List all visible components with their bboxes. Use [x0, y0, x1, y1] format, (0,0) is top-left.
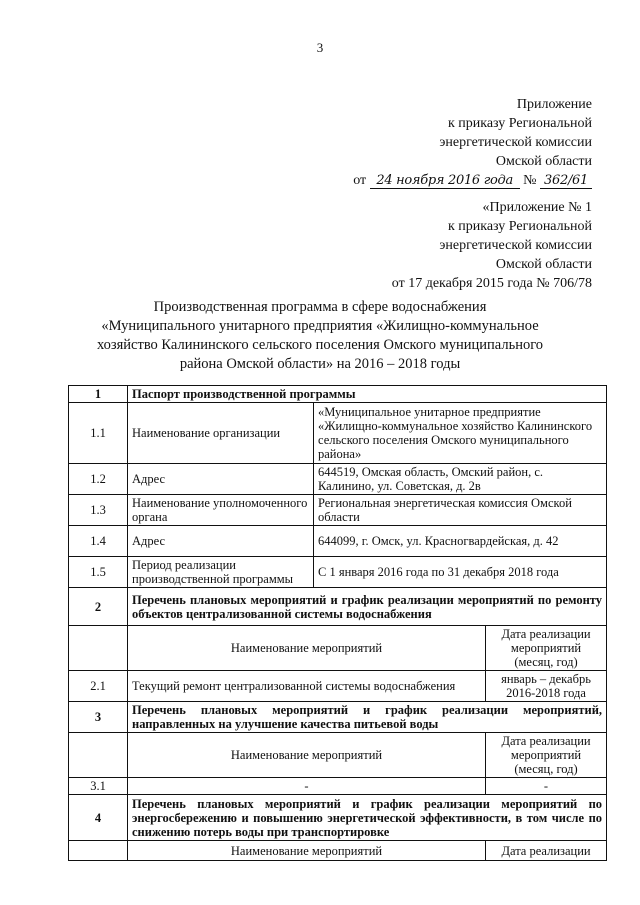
row-label: Адрес	[128, 526, 314, 557]
row-name: -	[128, 778, 486, 795]
handwritten-date: 24 ноября 2016 года	[370, 173, 520, 189]
table-row	[69, 464, 607, 495]
appendix-line-1: Приложение	[516, 97, 592, 112]
section-number: 2	[69, 588, 128, 626]
section-title: Перечень плановых мероприятий и график реализации мероприятий, направленных на улучшение качества питьевой воды	[128, 702, 607, 733]
row-number: 2.1	[69, 671, 128, 702]
row-value: 644099, г. Омск, ул. Красногвардейская, д. 42	[314, 526, 607, 557]
column-header-date: Дата реализации	[486, 841, 607, 861]
section-title: Перечень плановых мероприятий и график реализации мероприятий по ремонту объектов централизованной системы водоснабжения	[128, 588, 607, 626]
document-title	[90, 298, 550, 374]
column-header-row	[69, 733, 607, 778]
section-title: Перечень плановых мероприятий и график реализации мероприятий по энергосбережению и повышению энергетической эффективности, в том числе по снижению потерь воды при транспортировке	[128, 795, 607, 841]
appendix-header	[353, 95, 592, 190]
section-number: 4	[69, 795, 128, 841]
section-row	[69, 386, 607, 403]
column-header-name: Наименование мероприятий	[128, 841, 486, 861]
appendix-1-header	[392, 198, 592, 293]
column-header-name: Наименование мероприятий	[128, 733, 486, 778]
appendix1-line-5: от 17 декабря 2015 года № 706/78	[391, 276, 592, 291]
column-header-name: Наименование мероприятий	[128, 626, 486, 671]
row-name: Текущий ремонт централизованной системы водоснабжения	[128, 671, 486, 702]
row-number: 1.1	[69, 403, 128, 464]
row-value: 644519, Омская область, Омский район, с. Калинино, ул. Советская, д. 2в	[314, 464, 607, 495]
title-line-2: «Муниципального унитарного предприятия «Жилищно-коммунальное	[101, 318, 539, 334]
column-header-row	[69, 841, 607, 861]
column-header-date: Дата реализации мероприятий (месяц, год)	[486, 626, 607, 671]
row-date: январь – декабрь 2016-2018 года	[486, 671, 607, 702]
appendix-line-3: энергетической комиссии	[439, 135, 592, 150]
appendix1-line-1: «Приложение № 1	[482, 200, 592, 215]
table-row	[69, 526, 607, 557]
row-label: Наименование организации	[128, 403, 314, 464]
section-row	[69, 702, 607, 733]
empty-cell	[69, 626, 128, 671]
empty-cell	[69, 841, 128, 861]
row-number: 1.2	[69, 464, 128, 495]
handwritten-order-number: 362/61	[540, 173, 592, 189]
row-date: -	[486, 778, 607, 795]
appendix-line-4: Омской области	[495, 154, 592, 169]
appendix-number-sign: №	[523, 173, 537, 188]
row-number: 1.4	[69, 526, 128, 557]
title-line-3: хозяйство Калининского сельского поселения Омского муниципального	[96, 337, 544, 353]
row-label: Период реализации производственной программы	[128, 557, 314, 588]
table-row	[69, 778, 607, 795]
row-label: Наименование уполномоченного органа	[128, 495, 314, 526]
section-number: 1	[69, 386, 128, 403]
column-header-date: Дата реализации мероприятий (месяц, год)	[486, 733, 607, 778]
table-row	[69, 671, 607, 702]
table-row	[69, 403, 607, 464]
row-value: С 1 января 2016 года по 31 декабря 2018 года	[314, 557, 607, 588]
appendix-line-2: к приказу Региональной	[447, 116, 592, 131]
appendix-from-prefix: от	[353, 173, 367, 188]
empty-cell	[69, 733, 128, 778]
appendix1-line-3: энергетической комиссии	[439, 238, 592, 253]
table-row	[69, 557, 607, 588]
page-number: 3	[316, 40, 324, 55]
appendix1-line-4: Омской области	[495, 257, 592, 272]
row-label: Адрес	[128, 464, 314, 495]
row-value: Региональная энергетическая комиссия Омской области	[314, 495, 607, 526]
section-row	[69, 588, 607, 626]
column-header-row	[69, 626, 607, 671]
section-row	[69, 795, 607, 841]
title-line-1: Производственная программа в сфере водоснабжения	[153, 299, 487, 315]
appendix1-line-2: к приказу Региональной	[447, 219, 592, 234]
appendix-date-line	[353, 171, 592, 190]
program-table	[68, 385, 607, 861]
row-number: 1.3	[69, 495, 128, 526]
section-title: Паспорт производственной программы	[128, 386, 607, 403]
title-line-4: района Омской области» на 2016 – 2018 годы	[179, 356, 461, 372]
row-value: «Муниципальное унитарное предприятие «Жилищно-коммунальное хозяйство Калининского сельского поселения Омского муниципального района»	[314, 403, 607, 464]
section-number: 3	[69, 702, 128, 733]
table-row	[69, 495, 607, 526]
row-number: 3.1	[69, 778, 128, 795]
row-number: 1.5	[69, 557, 128, 588]
